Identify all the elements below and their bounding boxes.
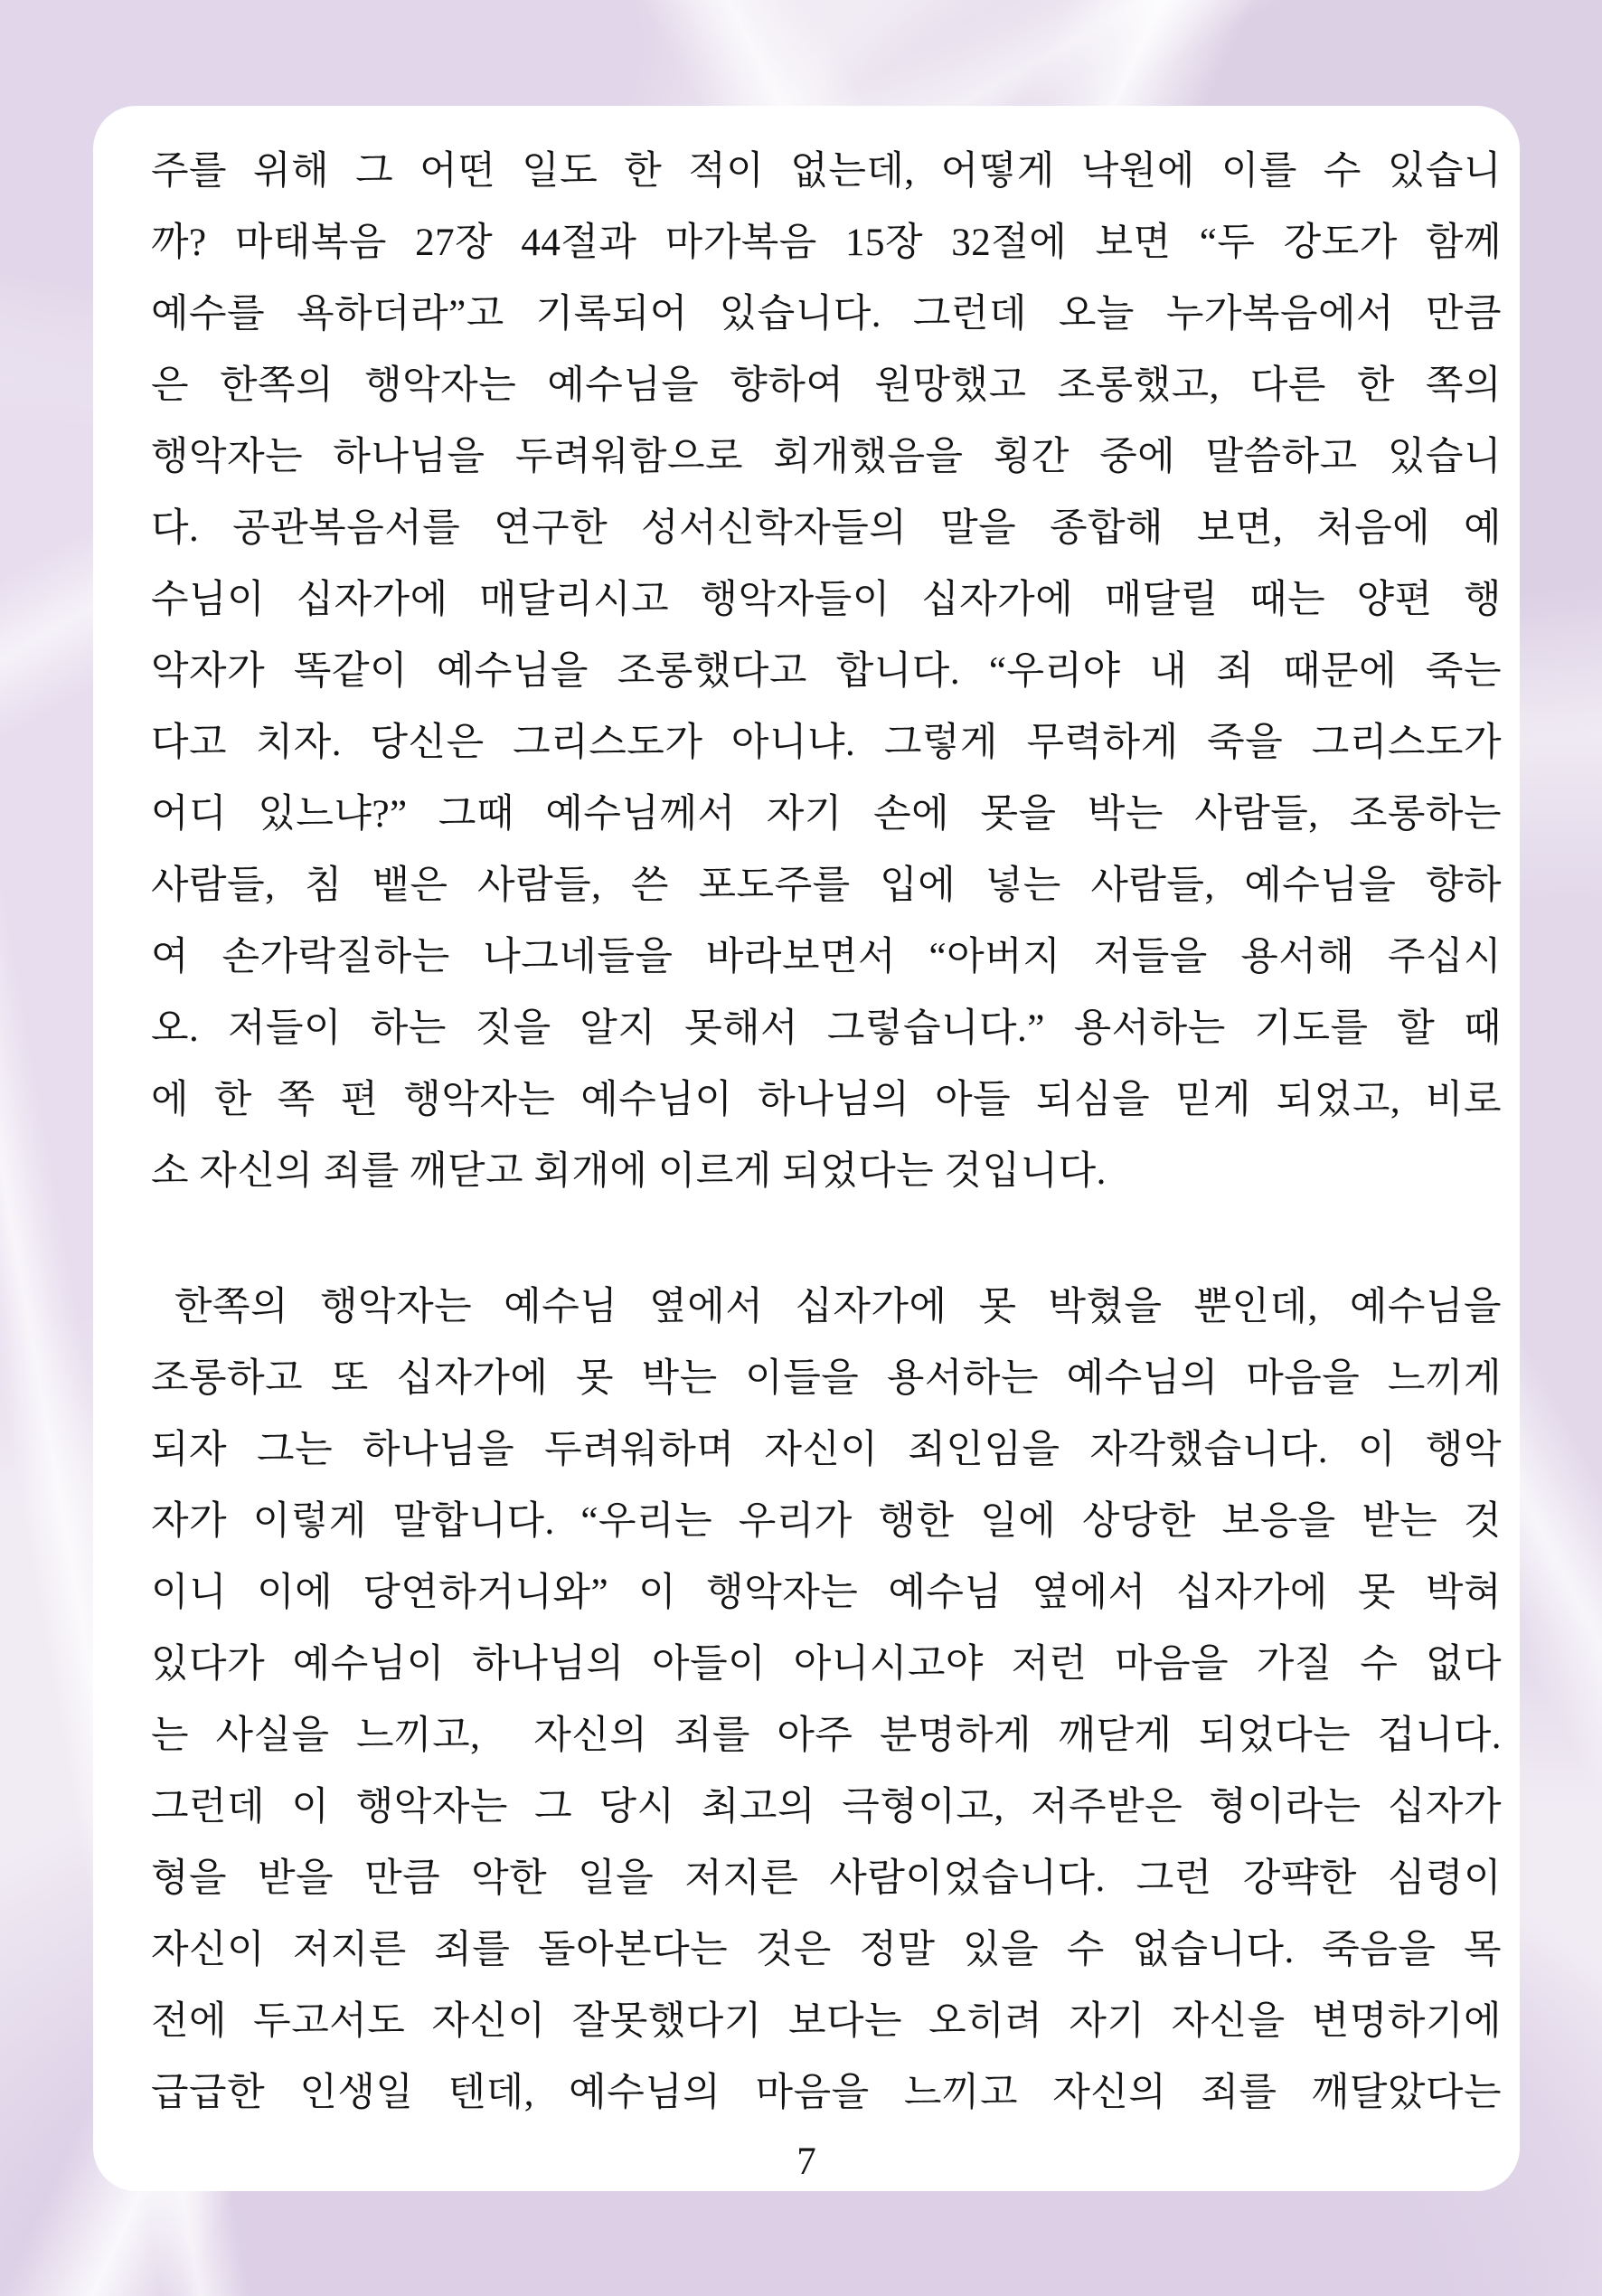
text-line: 급급한 인생일 텐데, 예수님의 마음을 느끼고 자신의 죄를 깨달았다는 <box>151 2072 1502 2114</box>
page-number: 7 <box>796 2140 816 2183</box>
text-line: 있다가 예수님이 하나님의 아들이 아니시고야 저런 마음을 가질 수 없다 <box>151 1643 1502 1686</box>
text-line: 여 손가락질하는 나그네들을 바라보면서 “아버지 저들을 용서해 주십시 <box>151 936 1502 978</box>
text-line: 형을 받을 만큼 악한 일을 저지른 사람이었습니다. 그런 강퍅한 심령이 <box>151 1857 1502 1900</box>
document-page <box>93 106 1520 2191</box>
text-line: 악자가 똑같이 예수님을 조롱했다고 합니다. “우리야 내 죄 때문에 죽는 <box>151 650 1502 693</box>
text-line: 에 한 쪽 편 행악자는 예수님이 하나님의 아들 되심을 믿게 되었고, 비로 <box>151 1079 1502 1121</box>
text-line: 자가 이렇게 말합니다. “우리는 우리가 행한 일에 상당한 보응을 받는 것 <box>151 1500 1502 1543</box>
text-line: 은 한쪽의 행악자는 예수님을 향하여 원망했고 조롱했고, 다른 한 쪽의 <box>151 364 1502 407</box>
text-line: 행악자는 하나님을 두려워함으로 회개했음을 횡간 중에 말씀하고 있습니 <box>151 436 1502 478</box>
text-line: 주를 위해 그 어떤 일도 한 적이 없는데, 어떻게 낙원에 이를 수 있습니 <box>151 150 1502 193</box>
text-line: 는 사실을 느끼고, 자신의 죄를 아주 분명하게 깨닫게 되었다는 겁니다. <box>151 1715 1502 1757</box>
text-line: 그런데 이 행악자는 그 당시 최고의 극형이고, 저주받은 형이라는 십자가 <box>151 1786 1502 1828</box>
text-line: 되자 그는 하나님을 두려워하며 자신이 죄인임을 자각했습니다. 이 행악 <box>151 1429 1502 1471</box>
text-line: 소 자신의 죄를 깨닫고 회개에 이르게 되었다는 것입니다. <box>151 1150 1107 1193</box>
text-line: 어디 있느냐?” 그때 예수님께서 자기 손에 못을 박는 사람들, 조롱하는 <box>151 793 1502 836</box>
sermon-text-body <box>151 136 1502 2129</box>
paragraph <box>151 1271 1502 2129</box>
text-line: 수님이 십자가에 매달리시고 행악자들이 십자가에 매달릴 때는 양편 행 <box>151 579 1502 621</box>
text-line: 사람들, 침 뱉은 사람들, 쓴 포도주를 입에 넣는 사람들, 예수님을 향하 <box>151 865 1502 907</box>
text-line: 이니 이에 당연하거니와” 이 행악자는 예수님 옆에서 십자가에 못 박혀 <box>151 1572 1502 1614</box>
text-line: 자신이 저지른 죄를 돌아본다는 것은 정말 있을 수 없습니다. 죽음을 목 <box>151 1929 1502 1971</box>
text-line: 예수를 욕하더라”고 기록되어 있습니다. 그런데 오늘 누가복음에서 만큼 <box>151 293 1502 335</box>
text-line: 다. 공관복음서를 연구한 성서신학자들의 말을 종합해 보면, 처음에 예 <box>151 507 1502 550</box>
text-line: 다고 치자. 당신은 그리스도가 아니냐. 그렇게 무력하게 죽을 그리스도가 <box>151 722 1502 764</box>
text-line: 조롱하고 또 십자가에 못 박는 이들을 용서하는 예수님의 마음을 느끼게 <box>151 1357 1502 1400</box>
text-line: 까? 마태복음 27장 44절과 마가복음 15장 32절에 보면 “두 강도가 함께 <box>151 222 1502 264</box>
text-line: 오. 저들이 하는 짓을 알지 못해서 그렇습니다.” 용서하는 기도를 할 때 <box>151 1007 1502 1050</box>
text-line: 전에 두고서도 자신이 잘못했다기 보다는 오히려 자기 자신을 변명하기에 <box>151 2000 1502 2043</box>
paragraph <box>151 136 1502 1207</box>
text-line: 한쪽의 행악자는 예수님 옆에서 십자가에 못 박혔을 뿐인데, 예수님을 <box>174 1286 1502 1328</box>
